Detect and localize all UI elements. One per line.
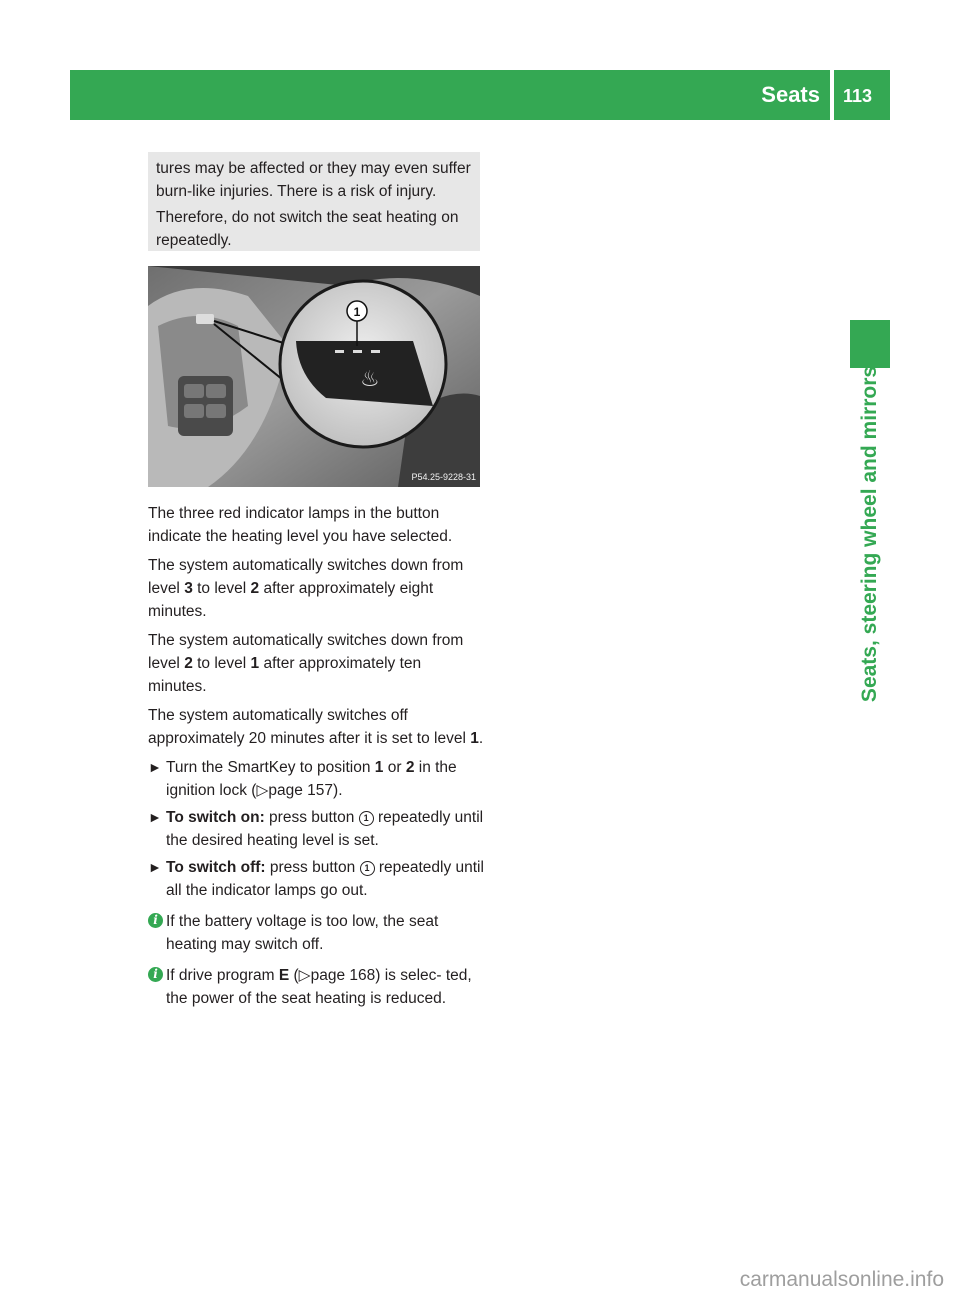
header-separator: [830, 70, 834, 120]
page-ref-arrow-icon: ▷: [298, 967, 311, 984]
callout-1-icon: 1: [360, 861, 375, 876]
svg-text:♨: ♨: [360, 367, 380, 392]
page-number: 113: [843, 86, 873, 106]
paragraph: The system automatically switches down from level 3 to level 2 after approximately eight minutes.: [148, 557, 464, 620]
watermark: carmanualsonline.info: [739, 1268, 944, 1291]
body-text: [148, 502, 484, 1016]
paragraph: The three red indicator lamps in the button indicate the heating level you have selected.: [148, 505, 453, 545]
header-bar: [70, 70, 890, 120]
callout-1-label: 1: [353, 305, 361, 319]
warning-line: burn-like injuries. There is a risk of injury.: [156, 183, 437, 200]
seat-heating-figure: [148, 266, 480, 487]
info-icon: i: [148, 967, 163, 982]
instruction-step: ► Turn the SmartKey to position 1 or 2 in the ignition lock (▷page 157).: [148, 756, 484, 802]
warning-line: tures may be affected or they may even suffer: [156, 160, 471, 177]
info-note: i If the battery voltage is too low, the seat heating may switch off.: [148, 910, 484, 956]
page-ref-arrow-icon: ▷: [256, 782, 269, 799]
warning-line: repeatedly.: [156, 232, 232, 249]
instruction-step: ► To switch on: press button 1 repeatedly until the desired heating level is set.: [148, 806, 484, 852]
door-panel-illustration: [148, 266, 480, 487]
step-arrow-icon: ►: [148, 859, 162, 875]
page-reference-link[interactable]: page 168: [310, 967, 376, 984]
step-arrow-icon: ►: [148, 759, 162, 775]
callout-1-icon: 1: [359, 811, 374, 826]
info-icon: i: [148, 913, 163, 928]
section-title: Seats: [761, 82, 820, 107]
side-tab-marker: [850, 320, 890, 368]
step-arrow-icon: ►: [148, 809, 162, 825]
figure-code: P54.25-9228-31: [411, 472, 476, 482]
chapter-label: Seats, steering wheel and mirrors: [858, 365, 881, 703]
info-note: i If drive program E (▷page 168) is selec- ted, the power of the seat heating is reduced.: [148, 964, 484, 1010]
page-reference-link[interactable]: page 157: [268, 782, 334, 799]
warning-line: Therefore, do not switch the seat heating on: [156, 209, 459, 226]
paragraph: The system automatically switches down from level 2 to level 1 after approximately ten minutes.: [148, 632, 464, 695]
instruction-step: ► To switch off: press button 1 repeatedly until all the indicator lamps go out.: [148, 856, 484, 902]
warning-box: [148, 152, 480, 251]
paragraph: The system automatically switches off approximately 20 minutes after it is set to level 1.: [148, 707, 484, 747]
